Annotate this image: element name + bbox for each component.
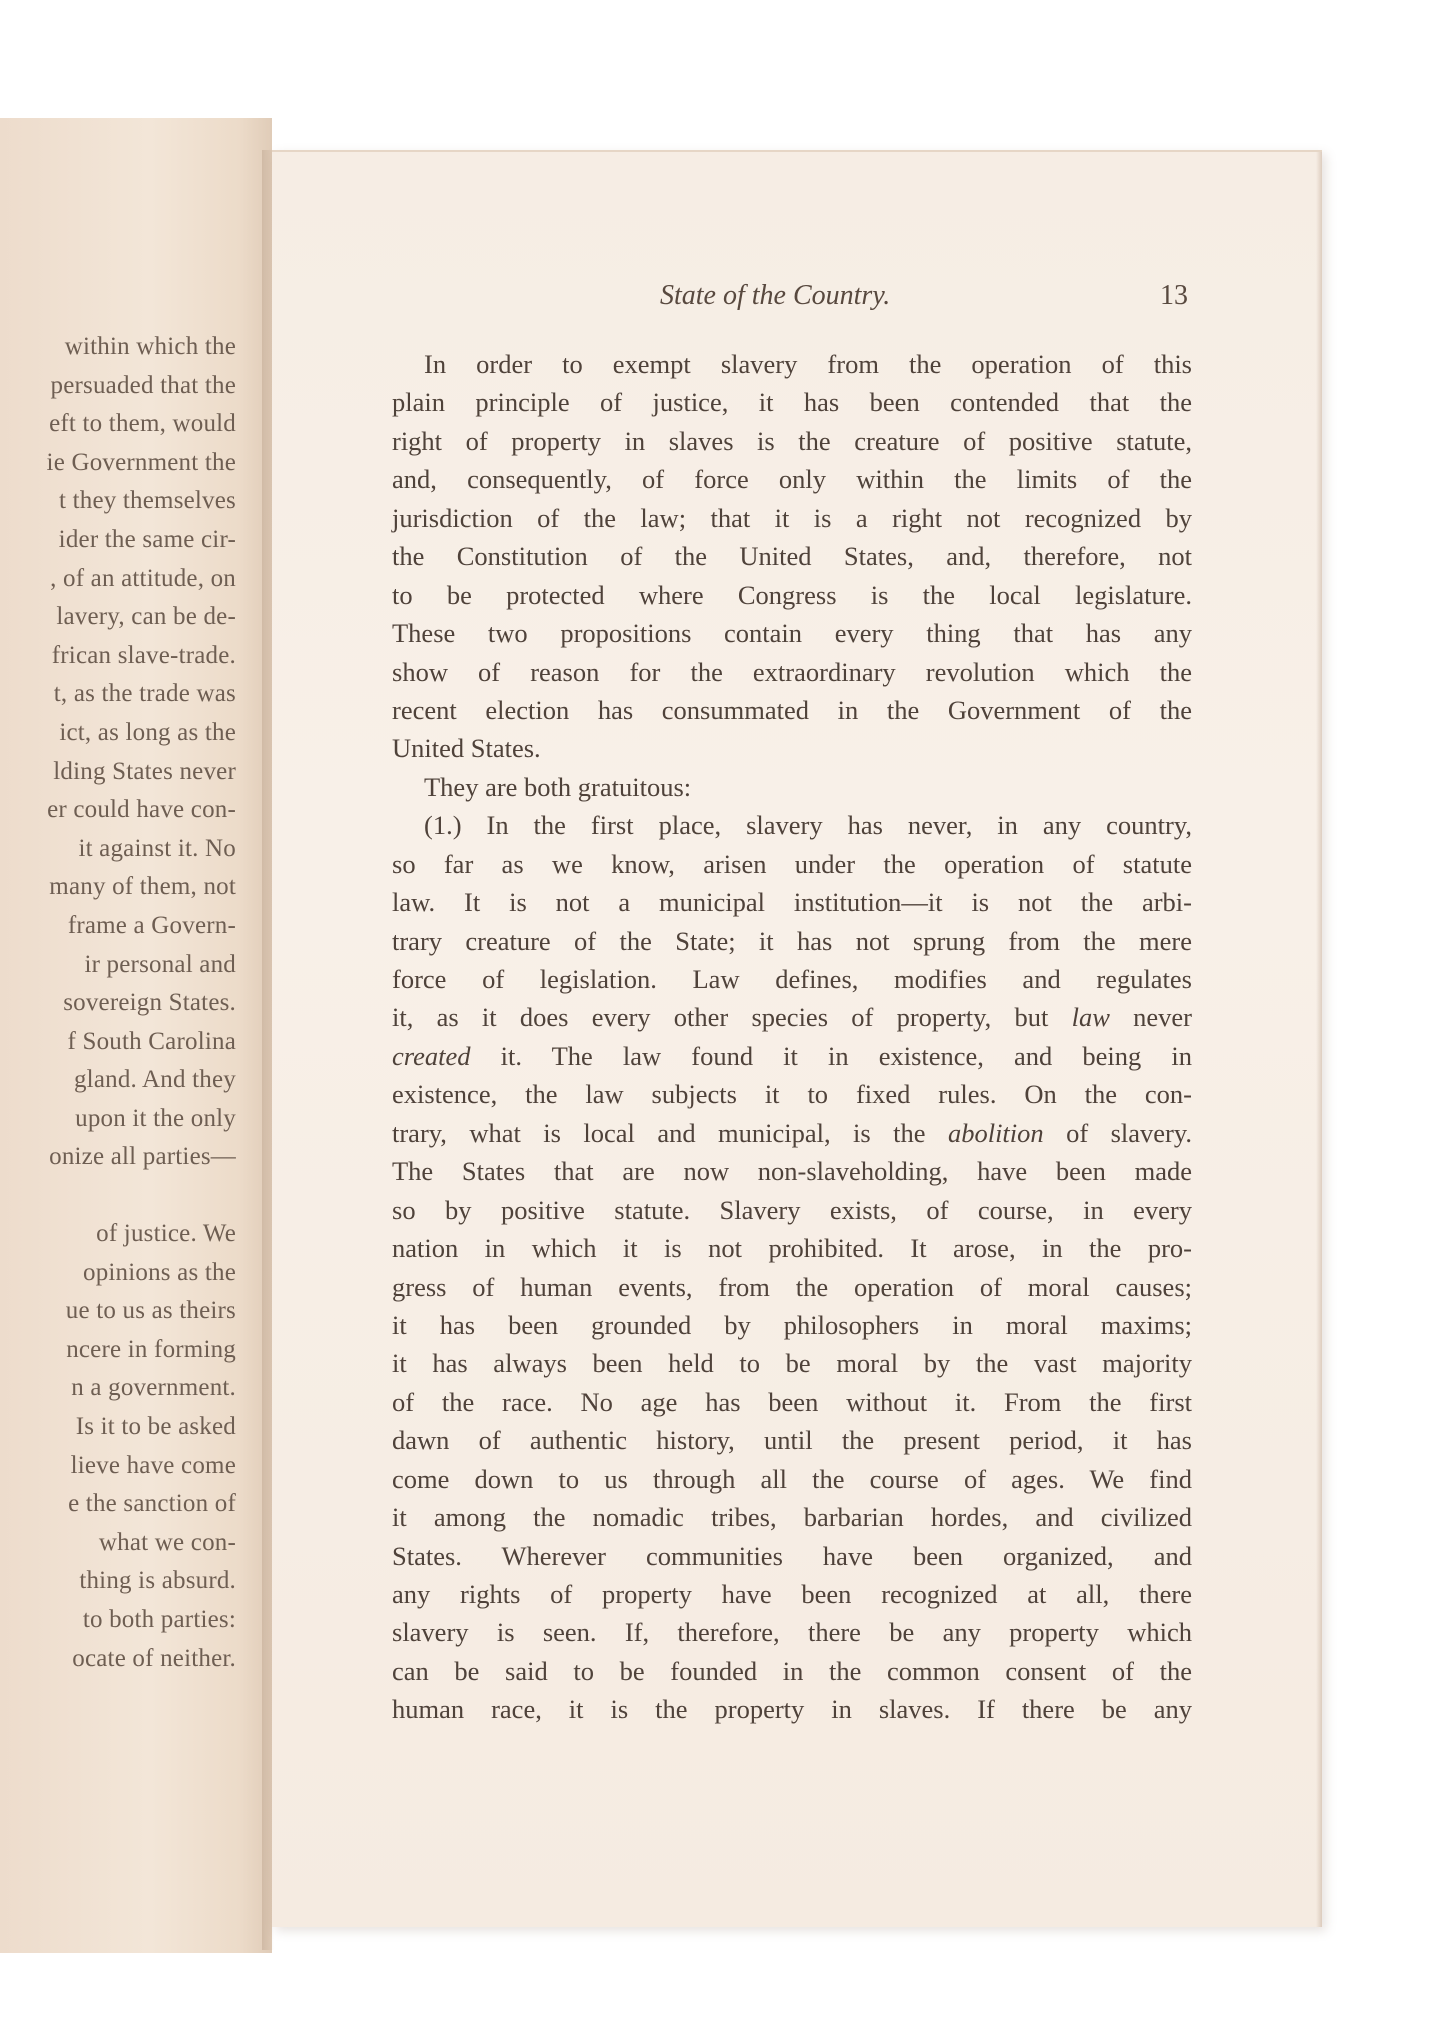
text-line: the Constitution of the United States, and, therefore, not xyxy=(392,541,1192,572)
left-line: gland. And they xyxy=(73,1066,236,1094)
text-line: law. It is not a municipal institution—it is not the arbi- xyxy=(392,887,1192,918)
italic-word-created: created xyxy=(392,1040,471,1071)
text-line: force of legislation. Law defines, modifies and regulates xyxy=(392,964,1192,994)
left-line: it against it. No xyxy=(78,834,236,862)
text-line: and, consequently, of force only within the limits of the xyxy=(392,464,1192,495)
left-line: opinions as the xyxy=(83,1258,236,1286)
text-line: come down to us through all the course of ages. We find xyxy=(392,1463,1192,1494)
text-line: plain principle of justice, it has been contended that the xyxy=(392,387,1192,418)
left-line: Is it to be asked xyxy=(75,1413,236,1441)
text-segment: never xyxy=(1133,1002,1193,1033)
left-line: lavery, can be de- xyxy=(56,603,236,631)
left-line: onize all parties— xyxy=(49,1143,236,1171)
text-line: jurisdiction of the law; that it is a right not recognized by xyxy=(392,502,1192,533)
text-line: dawn of authentic history, until the present period, it has xyxy=(392,1425,1192,1456)
text-line: it among the nomadic tribes, barbarian hordes, and civilized xyxy=(392,1502,1192,1533)
text-line: United States. xyxy=(392,733,541,764)
left-page xyxy=(0,118,272,1953)
italic-word-abolition: abolition xyxy=(947,1117,1044,1148)
text-line: show of reason for the extraordinary revolution which the xyxy=(392,656,1192,687)
text-segment: it. The law found it in existence, and being in xyxy=(500,1040,1192,1071)
left-page-text xyxy=(0,328,250,1678)
text-line: of the race. No age has been without it. From the first xyxy=(392,1386,1192,1417)
left-line: to both parties: xyxy=(82,1606,236,1633)
text-segment: it, as it does every other species of property, but xyxy=(392,1002,1049,1033)
left-line: ncere in forming xyxy=(66,1335,236,1363)
left-line: frame a Govern- xyxy=(67,911,236,939)
text-line: gress of human events, from the operation of moral causes; xyxy=(392,1271,1192,1302)
text-line: The States that are now non-slaveholding, have been made xyxy=(392,1156,1192,1187)
text-line: human race, it is the property in slaves. If there be any xyxy=(392,1694,1192,1725)
right-page xyxy=(272,150,1322,1927)
left-line: thing is absurd. xyxy=(79,1567,236,1595)
body-text xyxy=(392,345,1192,1729)
running-head xyxy=(272,280,1322,320)
left-line: e the sanction of xyxy=(68,1490,236,1518)
text-line-mixed xyxy=(392,998,1192,1036)
left-line: , of an attitude, on xyxy=(50,564,236,592)
left-line: n a government. xyxy=(71,1374,236,1402)
left-line: t they themselves xyxy=(59,487,236,515)
text-line: nation in which it is not prohibited. It arose, in the pro- xyxy=(392,1233,1192,1264)
running-title: State of the Country. xyxy=(660,280,891,311)
italic-word-law: law xyxy=(1071,1002,1110,1033)
left-line: what we con- xyxy=(98,1528,236,1556)
text-line: slavery is seen. If, therefore, there be any property which xyxy=(392,1617,1192,1648)
left-line: of justice. We xyxy=(96,1220,236,1248)
text-line: They are both gratuitous: xyxy=(424,771,692,802)
left-line: lding States never xyxy=(53,757,236,785)
text-line: so far as we know, arisen under the operation of statute xyxy=(392,848,1192,879)
left-line: er could have con- xyxy=(47,796,236,824)
text-line: States. Wherever communities have been organized, and xyxy=(392,1540,1192,1571)
text-segment: of slavery. xyxy=(1066,1117,1193,1148)
left-line: ie Government the xyxy=(46,448,236,476)
text-line: recent election has consummated in the Government of the xyxy=(392,694,1192,725)
text-segment: trary, what is local and municipal, is the xyxy=(392,1117,926,1148)
left-line: eft to them, would xyxy=(49,410,236,438)
text-line: so by positive statute. Slavery exists, of course, in every xyxy=(392,1194,1192,1225)
text-line: right of property in slaves is the creature of positive statute, xyxy=(392,425,1192,456)
left-line: ue to us as theirs xyxy=(65,1297,236,1325)
page-edge xyxy=(1316,152,1322,1927)
text-line: any rights of property have been recognized at all, there xyxy=(392,1579,1192,1609)
left-line: persuaded that the xyxy=(50,371,236,399)
text-line: These two propositions contain every thing that has any xyxy=(392,618,1192,649)
text-line: to be protected where Congress is the local legislature. xyxy=(392,579,1192,610)
left-line: ocate of neither. xyxy=(72,1644,236,1672)
left-line: f South Carolina xyxy=(67,1027,236,1055)
left-line: ir personal and xyxy=(84,950,236,978)
left-line: frican slave-trade. xyxy=(51,641,236,669)
left-line-gap xyxy=(0,1177,250,1215)
text-line: (1.) In the first place, slavery has never, in any country, xyxy=(424,810,1192,841)
text-line: In order to exempt slavery from the operation of this xyxy=(424,349,1192,379)
page-number: 13 xyxy=(1160,280,1188,311)
text-line-mixed xyxy=(392,1114,1192,1152)
text-line: can be said to be founded in the common consent of the xyxy=(392,1655,1192,1686)
text-line-mixed xyxy=(392,1037,1192,1075)
text-line: trary creature of the State; it has not sprung from the mere xyxy=(392,925,1192,956)
text-line: existence, the law subjects it to fixed rules. On the con- xyxy=(392,1079,1192,1110)
left-line: t, as the trade was xyxy=(53,680,236,708)
left-line: ict, as long as the xyxy=(59,718,236,746)
left-line: sovereign States. xyxy=(63,989,236,1017)
text-line: it has always been held to be moral by the vast majority xyxy=(392,1348,1192,1379)
left-line: ider the same cir- xyxy=(58,525,236,553)
left-line: upon it the only xyxy=(75,1104,236,1132)
left-line: within which the xyxy=(64,333,236,360)
text-line: it has been grounded by philosophers in moral maxims; xyxy=(392,1309,1192,1340)
left-line: many of them, not xyxy=(49,873,236,901)
left-line: lieve have come xyxy=(70,1451,236,1479)
